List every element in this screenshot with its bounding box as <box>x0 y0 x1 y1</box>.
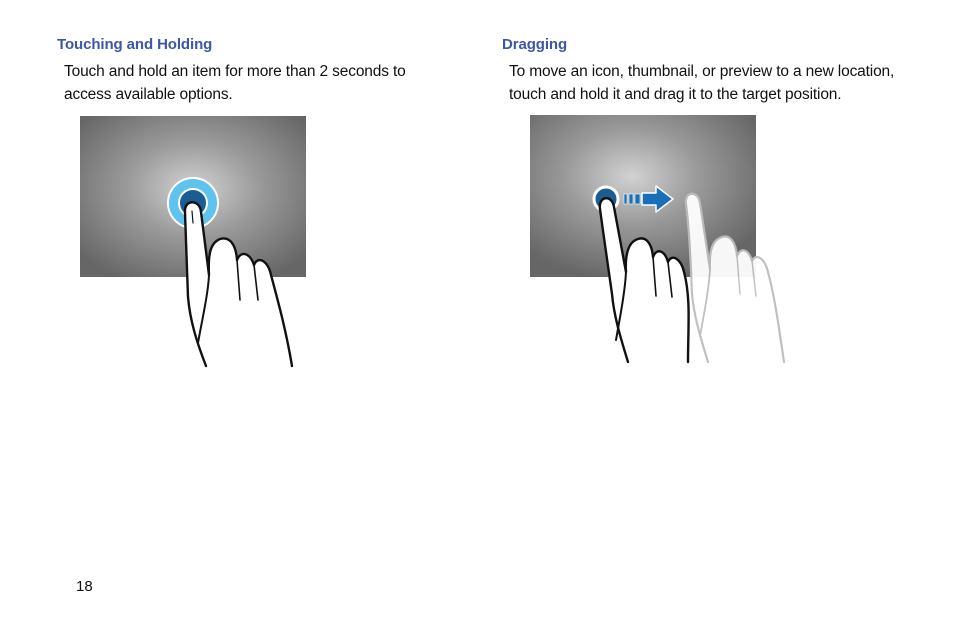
hand-drag-icon <box>528 114 788 364</box>
section-touching-holding <box>57 34 457 106</box>
section-dragging <box>502 34 922 106</box>
section-heading: Dragging <box>502 36 568 53</box>
section-body: Touch and hold an item for more than 2 seconds to access available options. <box>64 63 406 103</box>
page-number: 18 <box>76 578 93 595</box>
hand-touch-hold-icon <box>78 115 308 370</box>
section-heading: Touching and Holding <box>57 36 213 53</box>
section-body: To move an icon, thumbnail, or preview to a new location, touch and hold it and drag it to the target position. <box>509 63 895 103</box>
